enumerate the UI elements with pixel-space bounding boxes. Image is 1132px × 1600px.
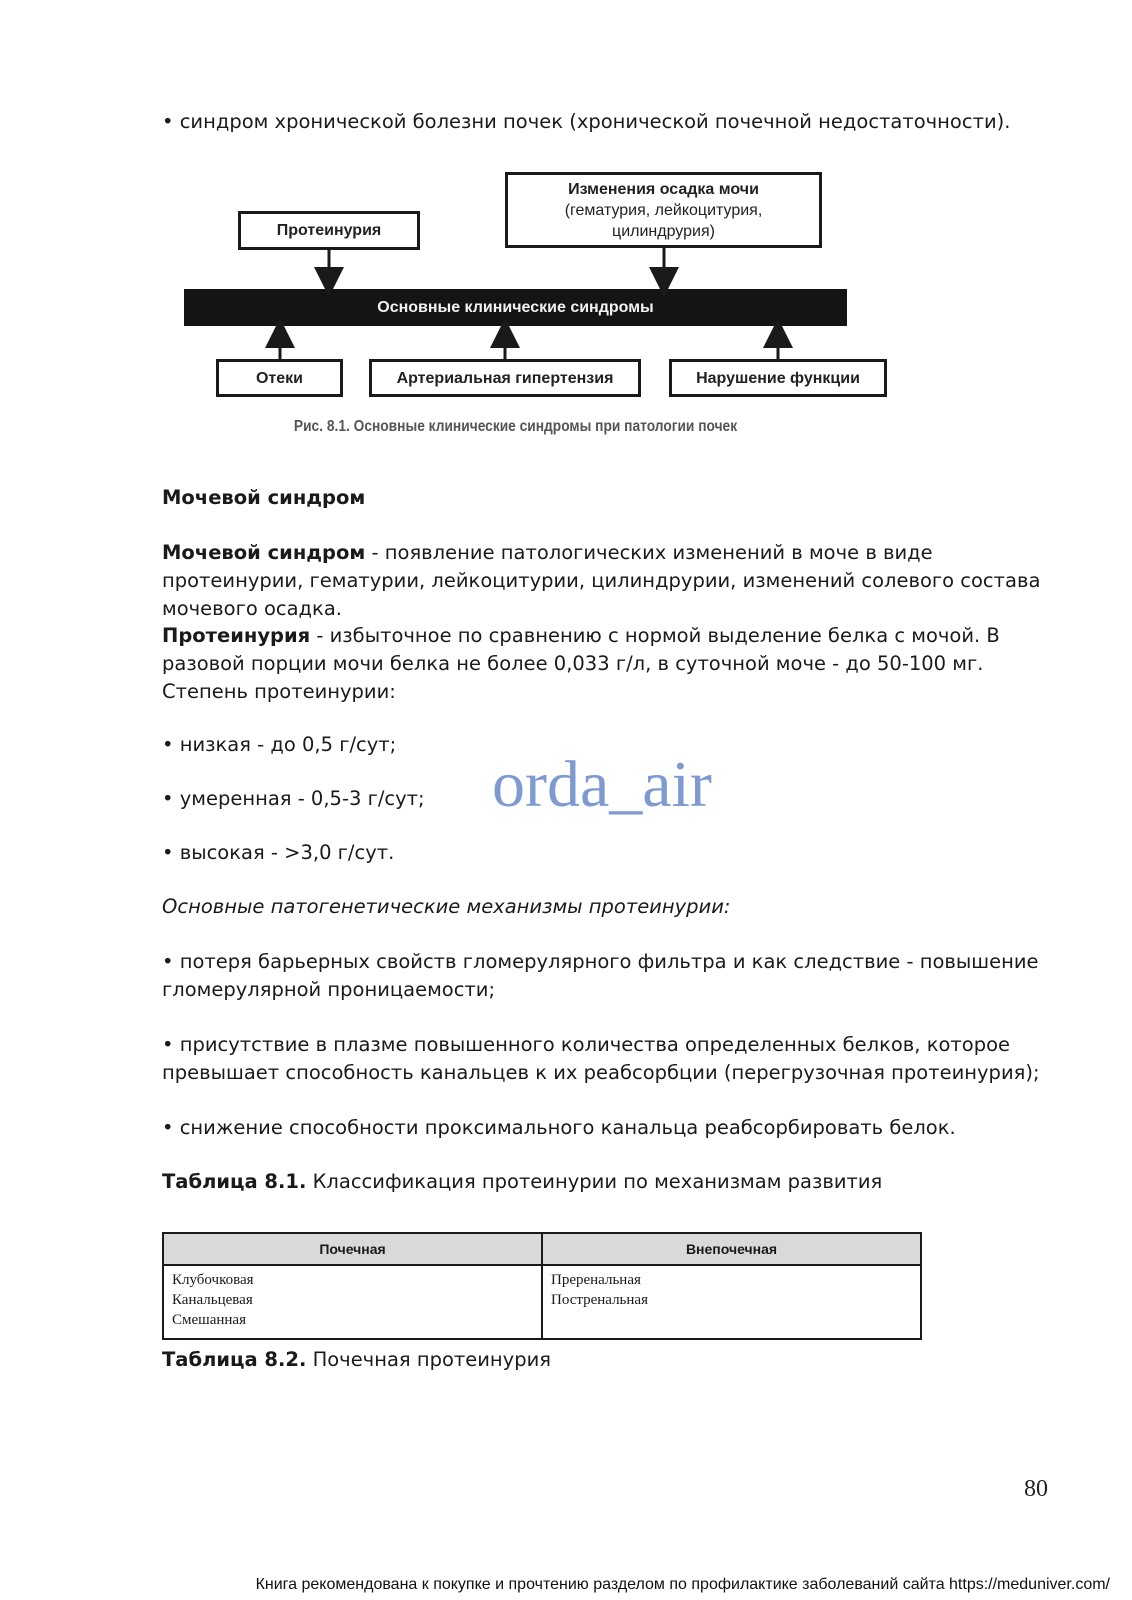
list-item: Постренальная bbox=[551, 1292, 648, 1308]
table-8-2-label: Таблица 8.2. bbox=[162, 1348, 307, 1371]
table-header-renal: Почечная bbox=[163, 1233, 542, 1265]
table-row bbox=[163, 1265, 921, 1339]
box-function-impairment: Нарушение функции bbox=[669, 359, 887, 397]
list-item: Канальцевая bbox=[172, 1292, 253, 1308]
watermark: orda_air bbox=[492, 748, 712, 821]
page-number: 80 bbox=[1024, 1476, 1048, 1502]
box-arterial-hypertension: Артериальная гипертензия bbox=[369, 359, 641, 397]
section-heading: Мочевой синдром bbox=[162, 486, 366, 509]
degree-low: • низкая - до 0,5 г/сут; bbox=[162, 733, 397, 756]
table-cell-renal bbox=[163, 1265, 542, 1339]
table-cell-extrarenal bbox=[542, 1265, 921, 1339]
proteinuria-text: - избыточное по сравнению с нормой выделение белка с мочой. В разовой порции мочи белка не более 0,033 г/л, в суточной моче - до 50-100 мг. Степень протеинурии: bbox=[162, 624, 1000, 703]
proteinuria-definition bbox=[162, 622, 1062, 706]
table-8-2-caption: Почечная протеинурия bbox=[306, 1348, 551, 1371]
mechanisms-heading: Основные патогенетические механизмы протеинурии: bbox=[162, 895, 731, 918]
degree-moderate: • умеренная - 0,5-3 г/сут; bbox=[162, 787, 425, 810]
figure-caption: Рис. 8.1. Основные клинические синдромы при патологии почек bbox=[293, 418, 738, 435]
table-8-1-caption: Классификация протеинурии по механизмам развития bbox=[306, 1170, 883, 1193]
mechanism-item: • присутствие в плазме повышенного количества определенных белков, которое превышает способность канальцев к их реабсорбции (перегрузочная протеинурия); bbox=[162, 1033, 1040, 1084]
table-8-1 bbox=[162, 1232, 922, 1340]
box-urine-sediment-line2: (гематурия, лейкоцитурия, bbox=[564, 201, 763, 219]
box-urine-sediment-line3: цилиндрурия) bbox=[612, 222, 715, 240]
urinary-text: - появление патологических изменений в моче в виде протеинурии, гематурии, лейкоцитурии, цилиндрурии, изменений солевого состава мочевого осадка. bbox=[162, 541, 1041, 620]
table-8-1-title bbox=[162, 1168, 1062, 1196]
list-item: Смешанная bbox=[172, 1312, 246, 1328]
list-item: Клубочковая bbox=[172, 1272, 254, 1288]
footer-note: Книга рекомендована к покупке и прочтению разделом по профилактике заболеваний сайта https://meduniver.com/ bbox=[255, 1576, 1110, 1593]
urinary-syndrome-definition bbox=[162, 539, 1062, 623]
table-8-2-title bbox=[162, 1346, 1062, 1374]
list-item: Преренальная bbox=[551, 1272, 641, 1288]
table-8-1-label: Таблица 8.1. bbox=[162, 1170, 307, 1193]
diagram-arrows bbox=[0, 0, 1132, 450]
degree-high: • высокая - >3,0 г/сут. bbox=[162, 841, 395, 864]
mechanism-item: • снижение способности проксимального канальца реабсорбировать белок. bbox=[162, 1116, 956, 1139]
bullet-ckd: • синдром хронической болезни почек (хронической почечной недостаточности). bbox=[162, 110, 1011, 133]
table-header-extrarenal: Внепочечная bbox=[542, 1233, 921, 1265]
main-syndromes-bar: Основные клинические синдромы bbox=[184, 289, 847, 326]
mechanism-item: • потеря барьерных свойств гломерулярного фильтра и как следствие - повышение гломерулярной проницаемости; bbox=[162, 950, 1039, 1001]
box-proteinuria: Протеинурия bbox=[238, 211, 420, 250]
proteinuria-term: Протеинурия bbox=[162, 624, 311, 647]
box-edema: Отеки bbox=[216, 359, 343, 397]
urinary-term: Мочевой синдром bbox=[162, 541, 366, 564]
box-urine-sediment-title: Изменения осадка мочи bbox=[568, 180, 759, 198]
